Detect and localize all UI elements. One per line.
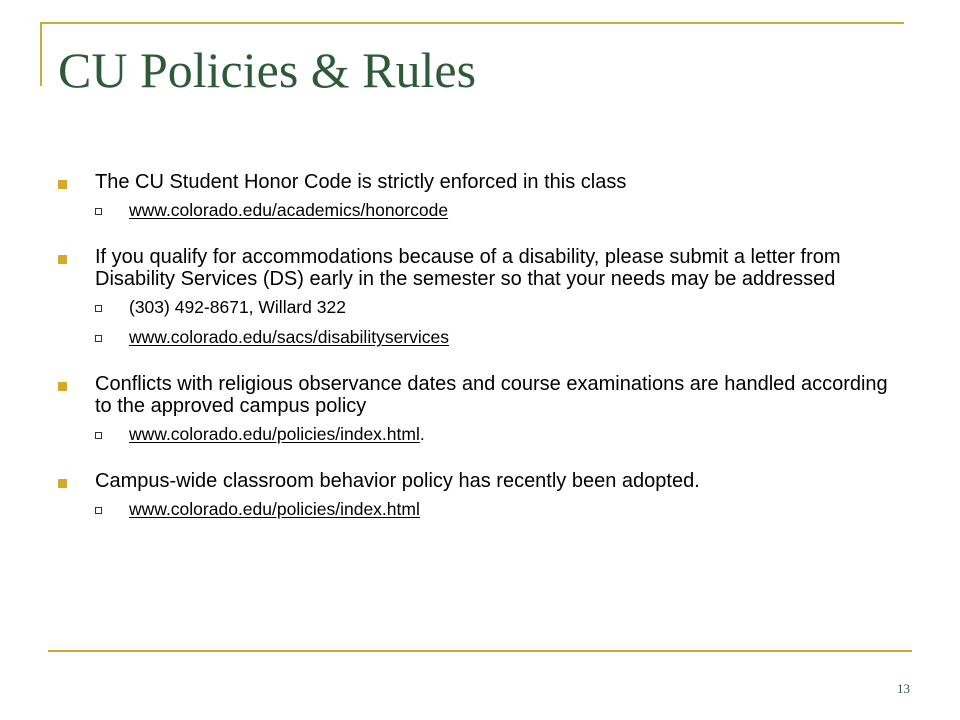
- square-bullet-icon: [58, 479, 67, 488]
- hollow-square-bullet-icon: [95, 208, 102, 215]
- square-bullet-icon: [58, 382, 67, 391]
- bullet-behavior: [58, 470, 908, 492]
- hollow-square-bullet-icon: [95, 432, 102, 439]
- top-rule: [40, 22, 904, 24]
- square-bullet-icon: [58, 180, 67, 189]
- slide-title: CU Policies & Rules: [58, 42, 477, 98]
- hollow-square-bullet-icon: [95, 335, 102, 342]
- subitem-religious-link: [58, 423, 908, 445]
- subitem-behavior-link: [58, 498, 908, 520]
- subitem-ds-link: [58, 326, 908, 348]
- ds-phone-text: (303) 492-8671, Willard 322: [129, 297, 346, 317]
- disability-services-link[interactable]: www.colorado.edu/sacs/disabilityservices: [129, 327, 449, 347]
- bullet-list: [58, 171, 908, 520]
- subitem-honor-code-link: [58, 199, 908, 221]
- behavior-policy-link[interactable]: www.colorado.edu/policies/index.html: [129, 499, 420, 519]
- square-bullet-icon: [58, 255, 67, 264]
- footer-rule: [48, 650, 912, 652]
- bullet-religious: [58, 373, 908, 417]
- hollow-square-bullet-icon: [95, 507, 102, 514]
- bullet-text: Conflicts with religious observance dates and course examinations are handled according to the approved campus policy: [95, 373, 888, 417]
- link-suffix: .: [419, 424, 425, 444]
- bullet-disability: [58, 246, 908, 290]
- religious-policy-link[interactable]: www.colorado.edu/policies/index.html: [129, 424, 420, 444]
- bullet-text: The CU Student Honor Code is strictly enforced in this class: [95, 171, 627, 193]
- subitem-ds-phone: [58, 296, 908, 318]
- page-number: 13: [897, 681, 910, 696]
- hollow-square-bullet-icon: [95, 305, 102, 312]
- honor-code-link[interactable]: www.colorado.edu/academics/honorcode: [129, 200, 449, 220]
- bullet-text: If you qualify for accommodations because of a disability, please submit a letter from Disability Services (DS) early in the semester so that your needs may be addressed: [95, 246, 841, 290]
- left-rule: [40, 22, 42, 86]
- bullet-honor-code: [58, 171, 908, 193]
- bullet-text: Campus-wide classroom behavior policy has recently been adopted.: [95, 470, 700, 492]
